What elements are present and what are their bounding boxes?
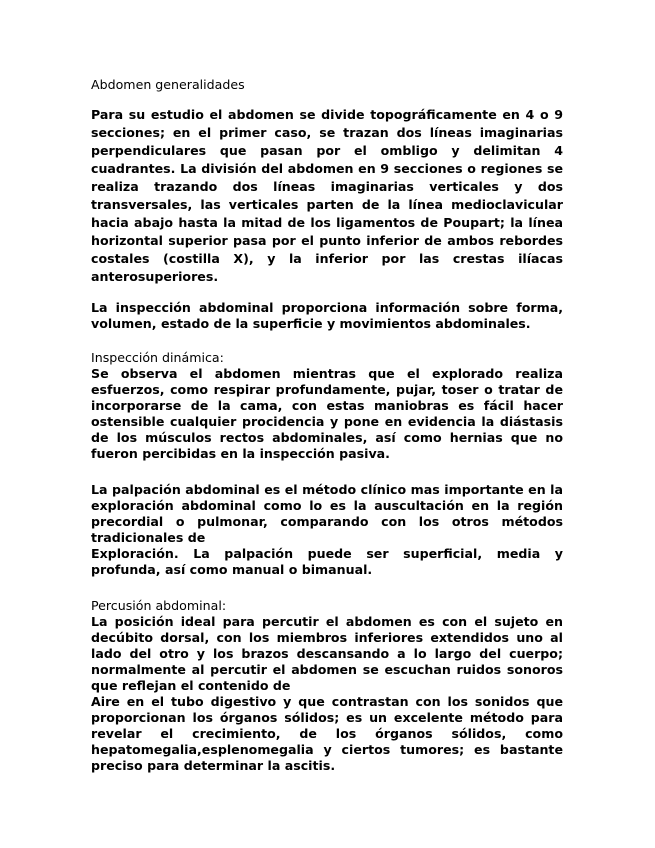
heading-percusion-abdominal: Percusión abdominal:	[91, 598, 227, 613]
heading-inspeccion-dinamica: Inspección dinámica:	[91, 350, 224, 365]
paragraph-inspeccion-dinamica: Se observa el abdomen mientras que el explorado realiza esfuerzos, como respirar profundamente, pujar, toser o tratar de incorporarse de la cama, con estas maniobras es fácil hacer ostensible cualquier procidencia y pone en evidencia la diástasis de los músculos rectos abdominales, así como hernias que no fueron percibidas en la inspección pasiva.	[91, 366, 563, 461]
section-inspeccion-dinamica	[91, 350, 563, 462]
section-percusion	[91, 598, 563, 774]
document-title: Abdomen generalidades	[91, 77, 245, 92]
paragraph-percusion-1: La posición ideal para percutir el abdomen es con el sujeto en decúbito dorsal, con los miembros inferiores extendidos uno al lado del otro y los brazos descansando a lo largo del cuerpo; normalmente al percutir el abdomen se escuchan ruidos sonoros que reflejan el contenido de	[91, 614, 563, 693]
section-palpacion	[91, 482, 563, 578]
paragraph-abdomen-divisions: Para su estudio el abdomen se divide topográficamente en 4 o 9 secciones; en el primer caso, se trazan dos líneas imaginarias perpendiculares que pasan por el ombligo y delimitan 4 cuadrantes. La división del abdomen en 9 secciones o regiones se realiza trazando dos líneas imaginarias verticales y dos transversales, las verticales parten de la línea medioclavicular hacia abajo hasta la mitad de los ligamentos de Poupart; la línea horizontal superior pasa por el punto inferior de ambos rebordes costales (costilla X), y la inferior por las crestas ilíacas anterosuperiores.	[91, 107, 563, 284]
paragraph-inspection-overview: La inspección abdominal proporciona información sobre forma, volumen, estado de la superficie y movimientos abdominales.	[91, 300, 563, 331]
paragraph-palpacion-1: La palpación abdominal es el método clínico mas importante en la exploración abdominal como lo es la auscultación en la región precordial o pulmonar, comparando con los otros métodos tradicionales de	[91, 482, 563, 545]
paragraph-percusion-2: Aire en el tubo digestivo y que contrastan con los sonidos que proporcionan los órganos sólidos; es un excelente método para revelar el crecimiento, de los órganos sólidos, como hepatomegalia,esplenomegalia y ciertos tumores; es bastante preciso para determinar la ascitis.	[91, 694, 563, 773]
document-page	[91, 76, 563, 788]
paragraph-palpacion-2: Exploración. La palpación puede ser superficial, media y profunda, así como manual o bimanual.	[91, 546, 563, 577]
